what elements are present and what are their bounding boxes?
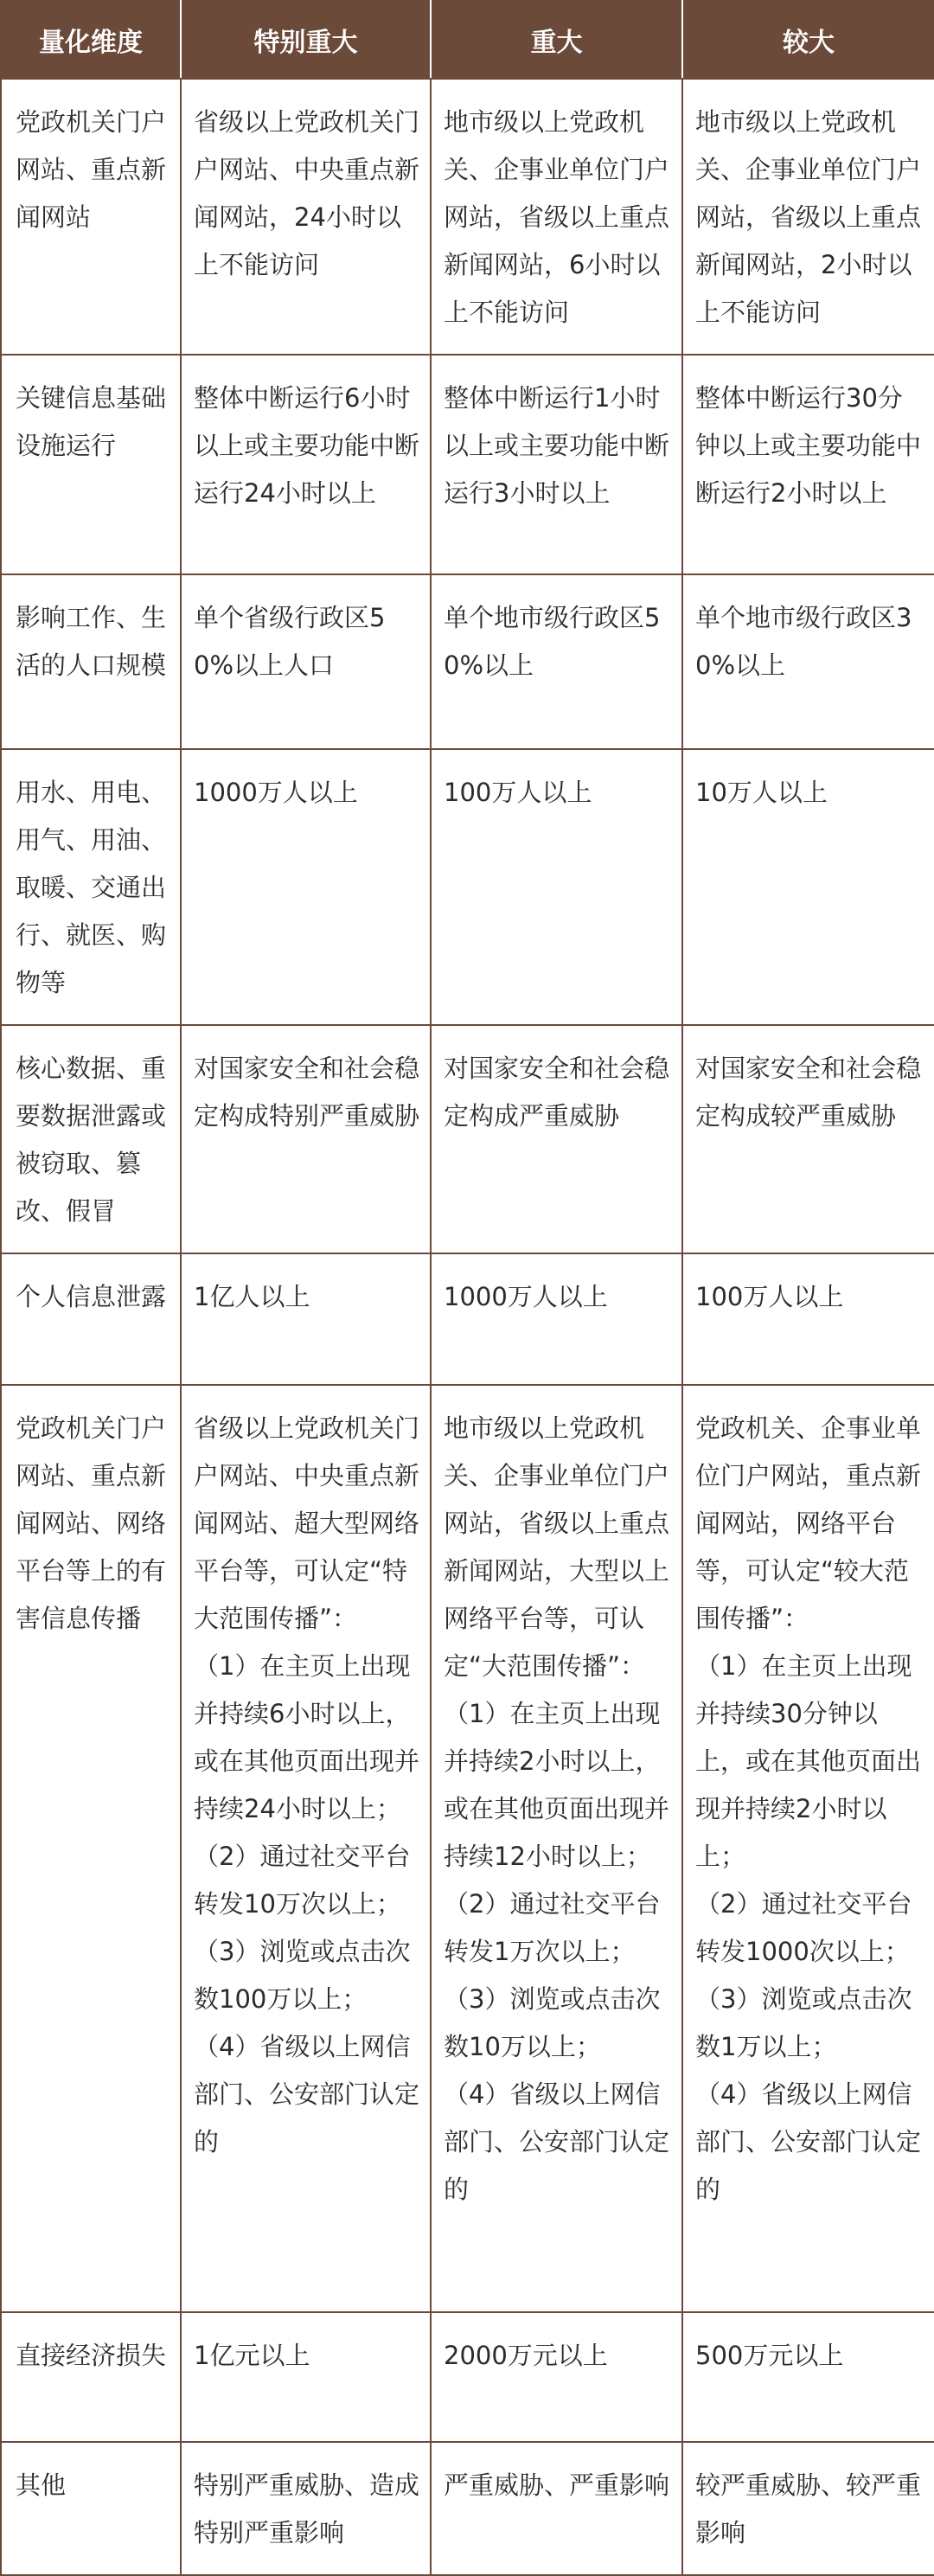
table-row (1, 2442, 934, 2575)
criteria-item: （2）通过社交平台转发1万次以上； (444, 1889, 661, 1966)
criteria-item: （4）省级以上网信部门、公安部门认定的 (444, 2079, 670, 2204)
dimension-cell: 核心数据、重要数据泄露或被窃取、篡改、假冒 (1, 1025, 181, 1253)
major-intro: 地市级以上党政机关、企事业单位门户网站，省级以上重点新闻网站，大型以上网络平台等，可认定“大范围传播”： (444, 1413, 670, 1681)
table-body (1, 79, 934, 2575)
special-cell: 整体中断运行6小时以上或主要功能中断运行24小时以上 (181, 355, 431, 574)
criteria-item: （3）浏览或点击次数10万以上； (444, 1984, 661, 2061)
major-cell (431, 1385, 682, 2312)
criteria-item: （1）在主页上出现并持续2小时以上，或在其他页面出现并持续12小时以上； (444, 1699, 670, 1871)
major-cell: 严重威胁、严重影响 (431, 2442, 682, 2575)
large-cell: 对国家安全和社会稳定构成较严重威胁 (682, 1025, 934, 1253)
special-cell: 单个省级行政区50%以上人口 (181, 574, 431, 749)
dimension-cell: 直接经济损失 (1, 2312, 181, 2442)
header-row (1, 1, 934, 79)
major-cell: 整体中断运行1小时以上或主要功能中断运行3小时以上 (431, 355, 682, 574)
table-header (1, 1, 934, 79)
header-special: 特别重大 (181, 1, 431, 79)
special-intro: 省级以上党政机关门户网站、中央重点新闻网站、超大型网络平台等，可认定“特大范围传播”： (194, 1413, 420, 1633)
table-row (1, 574, 934, 749)
large-cell: 10万人以上 (682, 749, 934, 1025)
dimension-cell: 用水、用电、用气、用油、取暖、交通出行、就医、购物等 (1, 749, 181, 1025)
large-cell: 较严重威胁、较严重影响 (682, 2442, 934, 2575)
table-row (1, 1253, 934, 1385)
large-cell: 单个地市级行政区30%以上 (682, 574, 934, 749)
special-cell: 1亿元以上 (181, 2312, 431, 2442)
table-row (1, 2312, 934, 2442)
criteria-item: （1）在主页上出现并持续6小时以上，或在其他页面出现并持续24小时以上； (194, 1651, 420, 1823)
table-row (1, 1025, 934, 1253)
special-cell: 1000万人以上 (181, 749, 431, 1025)
special-cell: 1亿人以上 (181, 1253, 431, 1385)
large-cell (682, 1385, 934, 2312)
criteria-item: （2）通过社交平台转发10万次以上； (194, 1842, 411, 1919)
dimension-cell: 关键信息基础设施运行 (1, 355, 181, 574)
header-major: 重大 (431, 1, 682, 79)
large-cell: 500万元以上 (682, 2312, 934, 2442)
large-cell: 100万人以上 (682, 1253, 934, 1385)
header-dimension: 量化维度 (1, 1, 181, 79)
major-cell: 单个地市级行政区50%以上 (431, 574, 682, 749)
special-cell (181, 1385, 431, 2312)
table-row (1, 355, 934, 574)
criteria-item: （1）在主页上出现并持续30分钟以上，或在其他页面出现并持续2小时以上； (695, 1651, 922, 1871)
criteria-item: （3）浏览或点击次数1万以上； (695, 1984, 912, 2061)
dimension-cell: 个人信息泄露 (1, 1253, 181, 1385)
special-cell: 特别严重威胁、造成特别严重影响 (181, 2442, 431, 2575)
large-cell: 地市级以上党政机关、企事业单位门户网站，省级以上重点新闻网站，2小时以上不能访问 (682, 79, 934, 355)
criteria-item: （4）省级以上网信部门、公安部门认定的 (194, 2032, 420, 2156)
special-cell: 省级以上党政机关门户网站、中央重点新闻网站，24小时以上不能访问 (181, 79, 431, 355)
criteria-item: （4）省级以上网信部门、公安部门认定的 (695, 2079, 922, 2204)
major-cell: 对国家安全和社会稳定构成严重威胁 (431, 1025, 682, 1253)
major-cell: 2000万元以上 (431, 2312, 682, 2442)
table-row (1, 79, 934, 355)
dimension-cell: 党政机关门户网站、重点新闻网站 (1, 79, 181, 355)
dimension-cell: 影响工作、生活的人口规模 (1, 574, 181, 749)
criteria-item: （3）浏览或点击次数100万以上； (194, 1937, 411, 2014)
major-cell: 100万人以上 (431, 749, 682, 1025)
large-cell: 整体中断运行30分钟以上或主要功能中断运行2小时以上 (682, 355, 934, 574)
table-row (1, 1385, 934, 2312)
dimension-cell: 党政机关门户网站、重点新闻网站、网络平台等上的有害信息传播 (1, 1385, 181, 2312)
large-intro: 党政机关、企事业单位门户网站，重点新闻网站，网络平台等，可认定“较大范围传播”： (695, 1413, 922, 1633)
table-row (1, 749, 934, 1025)
major-cell: 1000万人以上 (431, 1253, 682, 1385)
header-large: 较大 (682, 1, 934, 79)
dimension-cell: 其他 (1, 2442, 181, 2575)
criteria-item: （2）通过社交平台转发1000次以上； (695, 1889, 912, 1966)
special-cell: 对国家安全和社会稳定构成特别严重威胁 (181, 1025, 431, 1253)
major-cell: 地市级以上党政机关、企事业单位门户网站，省级以上重点新闻网站，6小时以上不能访问 (431, 79, 682, 355)
